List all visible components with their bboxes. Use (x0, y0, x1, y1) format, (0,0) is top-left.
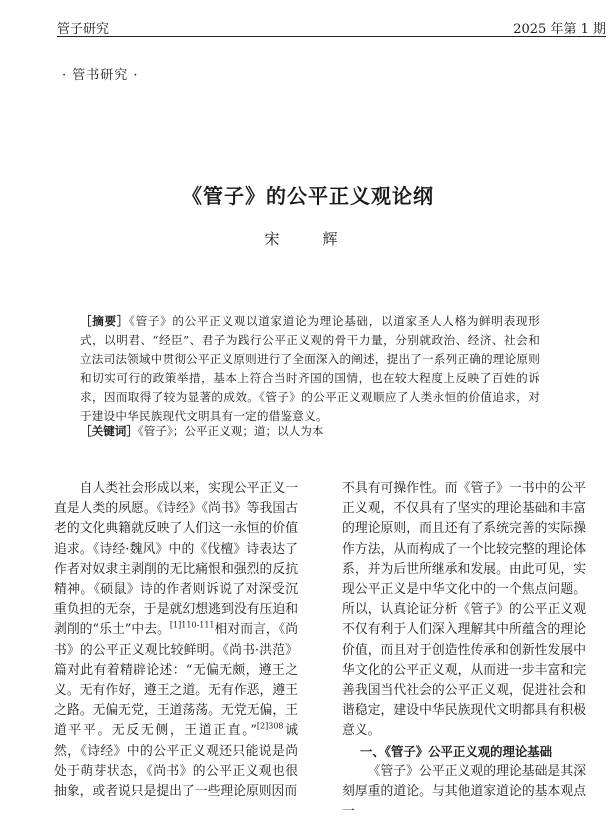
body-paragraph: 不具有可操作性。而《管子》一书中的公平正义观，不仅具有了坚实的理论基础和丰富的理论原则，而且还有了系统完善的实际操作方法，从而构成了一个比较完整的理论体系，并为后世所继承和发展。由此可见，实现公平正义是中华文化中的一个焦点问题。所以，认真论证分析《管子》的公平正义观不仅有利于人们深入理解其中所蕴含的理论价值，而且对于创造性传承和创新性发展中华文化的公平正义观，从而进一步丰富和完善我国当代社会的公平正义观，促进社会和谐稳定，建设中华民族现代文明都具有积极意义。 (342, 481, 586, 739)
header-rule (57, 36, 606, 37)
keywords-label: ［关键词］ (80, 424, 138, 438)
body-column-left (54, 479, 298, 802)
abstract-text: 《管子》的公平正义观以道家道论为理论基础，以道家圣人人格为鲜明表现形式，以明君、“经臣”、君子为践行公平正义观的骨干力量，分别就政治、经济、社会和立法司法领域中贯彻公平正义原则进行了全面深入的阐述，提出了一系列正确的理论原则和切实可行的政策举措，基本上符合当时齐国的国情，也在较大程度上反映了百姓的诉求，因而取得了较为显著的成效。《管子》的公平正义观顺应了人类永恒的价值追求，对于建设中华民族现代文明具有一定的借鉴意义。 (80, 314, 540, 423)
abstract-label: ［摘要］ (80, 314, 130, 328)
citation-marker: [2]308 (256, 722, 284, 732)
keywords (80, 422, 540, 441)
body-paragraph: 《管子》公平正义观的理论基础是其深刻厚重的道论。与其他道家道论的基本观点一 (342, 763, 586, 820)
body-paragraph (54, 479, 298, 802)
article-title: 《管子》的公平正义观论纲 (182, 184, 434, 208)
section-heading: 一、《管子》公平正义观的理论基础 (360, 743, 553, 759)
journal-name: 管子研究 (57, 22, 110, 37)
running-header (57, 14, 606, 37)
issue-number: 2025 年第 1 期 (513, 22, 606, 37)
body-column-right (342, 479, 586, 822)
article-author: 宋 辉 (264, 230, 352, 248)
abstract (80, 312, 540, 426)
body-text: 诚然，《诗经》中的公平正义观还只能说是尚处于萌芽状态，《尚书》的公平正义观也很抽象，或者说只是提出了一些理论原则因而 (54, 723, 298, 800)
body-text: 相对而言，《尚书》的公平正义观比较鲜明。《尚书·洪范》篇对此有着精辟论述：“无偏无颇，遵王之义。无有作好，遵王之道。无有作恶，遵王之路。无偏无党，王道荡荡。无党无偏，王道平平。无反无侧，王道正直。” (54, 622, 298, 739)
keywords-text: 《管子》；公平正义观；道；以人为本 (137, 424, 324, 438)
body-text: 自人类社会形成以来，实现公平正义一直是人类的夙愿。《诗经》《尚书》等我国古老的文化典籍就反映了人们这一永恒的价值追求。《诗经·魏风》中的《伐檀》诗表达了作者对奴隶主剥削的无比痛恨和强烈的反抗精神。《硕鼠》诗的作者则诉说了对深受沉重负担的无奈，于是就幻想逃到没有压迫和剥削的“乐土”中去。 (54, 481, 298, 638)
column-label: · 管书研究 · (62, 68, 139, 83)
citation-marker: [1]110-111 (169, 621, 215, 631)
